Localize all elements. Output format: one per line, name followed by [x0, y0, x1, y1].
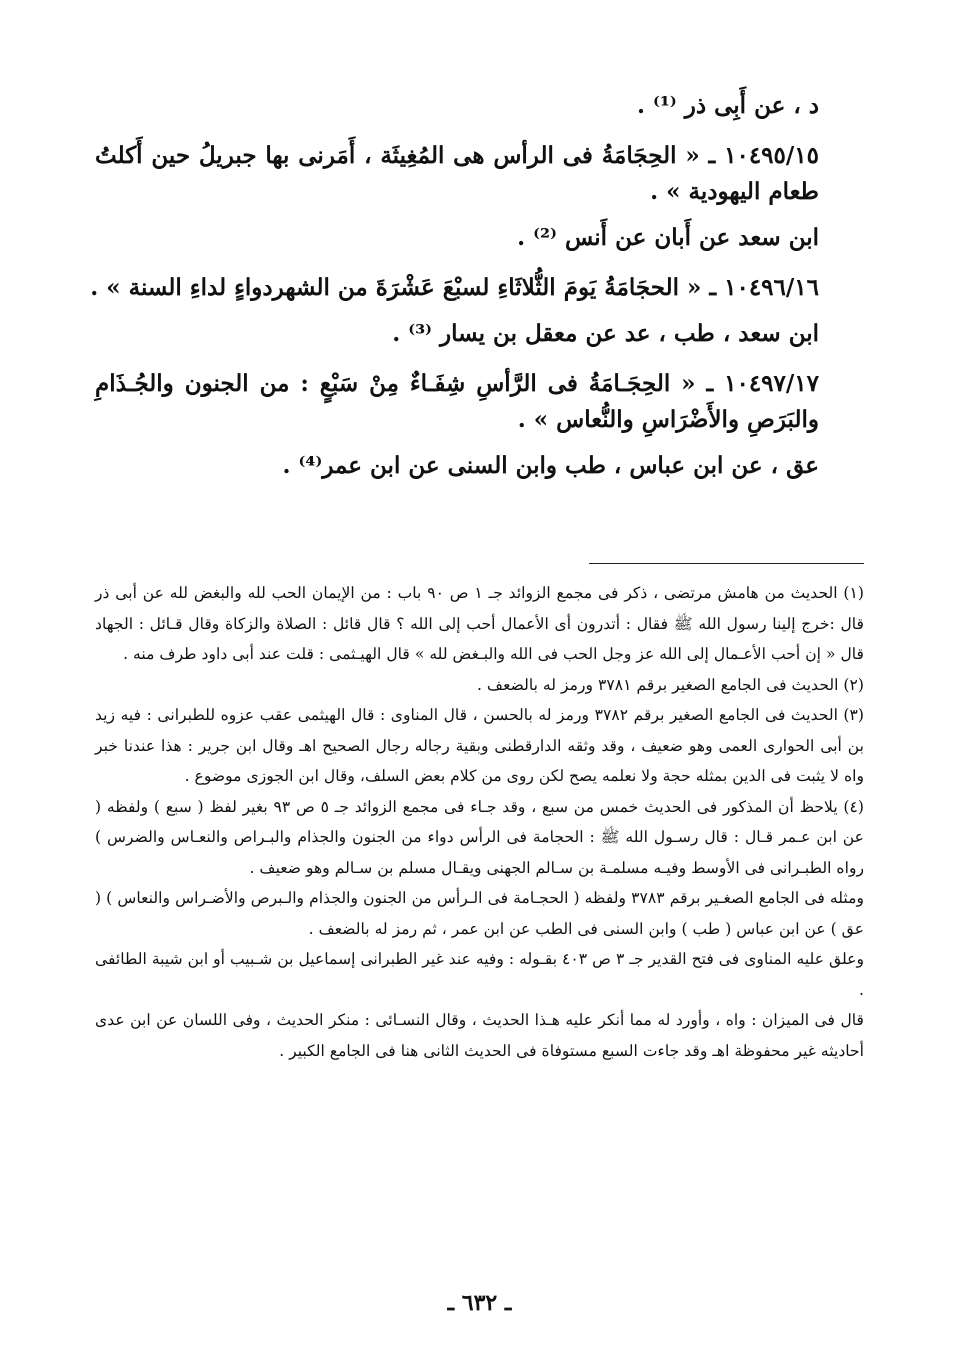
- source-line-1: د ، عن أَبِى ذر ⁽¹⁾ .: [636, 92, 819, 119]
- source-line-4: عق ، عن ابن عباس ، طب وابن السنى عن ابن عمر⁽⁴⁾ .: [282, 452, 819, 479]
- hadith-10497: ١٠٤٩٧/١٧ ـ « الحِجَـامَةُ فى الرَّأسِ شِفَـاءٌ مِنْ سَبْعٍ : من الجنون والجُـذَامِ والبَرَصِ والأَضْرَاسِ والنُّعاس » .: [95, 370, 819, 433]
- page-number: ـ ٦٣٢ ـ: [447, 1290, 512, 1316]
- source-line-3: ابن سعد ، طب ، عد عن معقل بن يسار ⁽³⁾ .: [392, 320, 819, 347]
- hadith-main-text: [90, 88, 819, 498]
- source-line-2: ابن سعد عن أَبان عن أَنس ⁽²⁾ .: [517, 224, 819, 251]
- footnote-4-continued-b: وعلق عليه المناوى فى فتح القدير جـ ٣ ص ٤٠٣ بقـوله : وفيه عند غير الطبرانى إسماعيل بن شـبيب أو ابن شيبة الطائفى .: [95, 950, 864, 999]
- footnote-divider: [589, 563, 864, 564]
- footnote-1: (١) الحديث من هامش مرتضى ، ذكر فى مجمع الزوائد جـ ١ ص ٩٠ باب : من الإيمان الحب لله والبغض لله عن أبى ذر قال :خرج إلينا رسول الله ﷺ فقال : أتدرون أى الأعمال أحب إلى الله ؟ قال قائل : الصلاة والزكاة وقال قـائل : الجهاد قال « إن أحب الأعـمال إلى الله عز وجل الحب فى الله والبـغض لله » قال الهيـثمى : قلت عند أبى داود طرف منه .: [95, 584, 864, 663]
- footnote-4-continued-c: قال فى الميزان : واه ، وأورد له مما أنكر عليه هـذا الحديث ، وقال النسـائى : منكر الحديث ، وفى اللسان عن ابن عدى أحاديثه غير محفوظة اهـ وقد جاءت السبع مستوفاة فى الحديث الثانى هنا فى الجامع الكبير .: [95, 1011, 864, 1060]
- hadith-10496: ١٠٤٩٦/١٦ ـ « الحجَامَةُ يَومَ الثُّلاثَاءِ لسبْعَ عَشْرَةَ من الشهردواءٍ لداءِ السنة » .: [90, 274, 819, 301]
- footnote-4-continued-a: ومثله فى الجامع الصغـير برقم ٣٧٨٣ ولفظه ( الحجـامة فى الـرأس من الجنون والجذام والـبرص والأضـراس والنعاس ) ( عق ) عن ابن عباس ( طب ) وابن السنى فى الطب عن ابن عمر ، ثم رمز له بالضعف .: [95, 889, 864, 938]
- footnote-3: (٣) الحديث فى الجامع الصغير برقم ٣٧٨٢ ورمز له بالحسن ، قال المناوى : قال الهيثمى عقب عزوه للطبرانى : فيه زيد بن أبى الحوارى العمى وهو ضعيف ، وقد وثقه الدارقطنى وبقية رجاله رجال الصحيح اهـ وقال ابن جرير : هذا عندنا خبر واه لا يثبت فى الدين بمثله حجة ولا نعلمه يصح لكن روى من كلام بعض السلف، وقال ابن الجوزى موضوع .: [95, 706, 864, 785]
- footnote-2: (٢) الحديث فى الجامع الصغير برقم ٣٧٨١ ورمز له بالضعف .: [477, 675, 864, 694]
- footnotes: [95, 578, 864, 1066]
- hadith-10495: ١٠٤٩٥/١٥ ـ « الحِجَامَةُ فى الرأس هى المُغِيثَة ، أَمَرنى بها جبريلُ حين أَكلتُ طعام اليهودية » .: [95, 142, 819, 205]
- footnote-4: (٤) يلاحظ أن المذكور فى الحديث خمس من سبع ، وقد جـاء فى مجمع الزوائد جـ ٥ ص ٩٣ بغير لفظ ( سبع ) ولفظه ( عن ابن عـمر قـال : قال رسـول الله ﷺ : الحجامة فى الرأس دواء من الجنون والجذام والبـراص والنعـاس والضرس ) رواه الطبـرانى فى الأوسط وفيـه مسلمـة بن سـالم الجهنى ويقـال مسلم بن سـالم وهو ضعيف .: [95, 797, 864, 877]
